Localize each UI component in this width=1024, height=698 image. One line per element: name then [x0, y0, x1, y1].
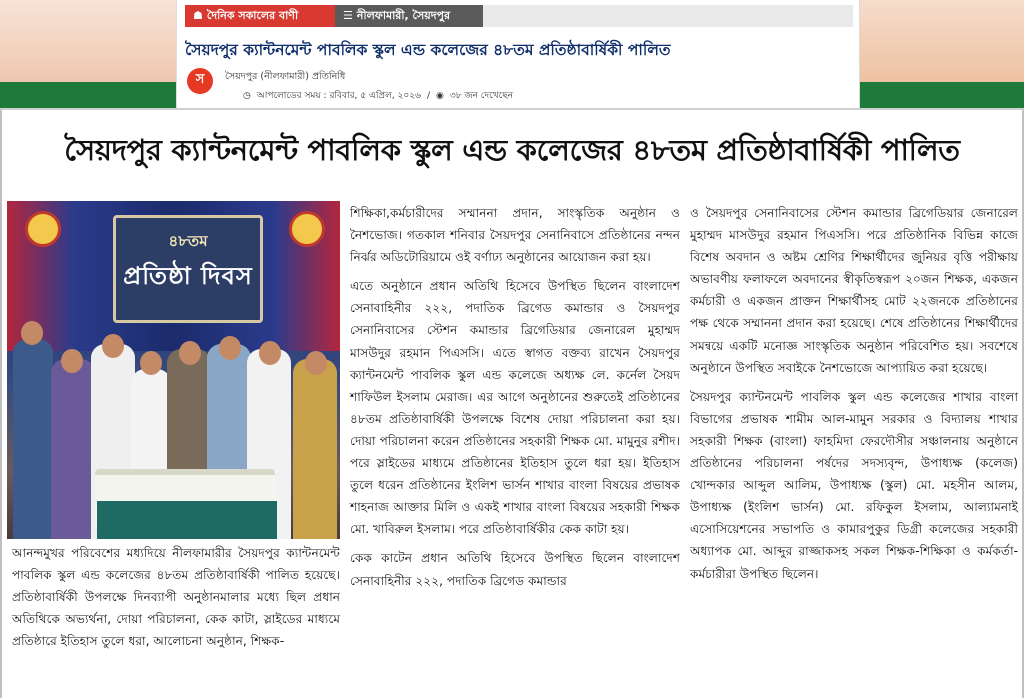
person-figure: [51, 359, 95, 539]
article-column-3: [690, 202, 1018, 592]
banner-left-decoration: [0, 0, 176, 108]
person-head: [140, 351, 162, 375]
publisher-logo: স: [187, 68, 213, 94]
table-cloth: [97, 501, 277, 539]
article-meta: [243, 88, 519, 103]
card-title: সৈয়দপুর ক্যান্টনমেন্ট পাবলিক স্কুল এন্ড কলেজের ৪৮তম প্রতিষ্ঠাবার্ষিকী পালিত: [185, 41, 671, 59]
meta-separator: /: [426, 91, 430, 101]
home-icon: ☗: [193, 9, 203, 22]
paragraph: শিক্ষিকা,কর্মচারীদের সম্মাননা প্রদান, সাংস্কৃতিক অনুষ্ঠান ও নৈশভোজ। গতকাল শনিবার সৈয়দপুর সেনানিবাসে প্রতিষ্ঠানের নন্দন নির্ঝর অডিটোরিয়ামে ওই বর্ণাঢ্য অনুষ্ঠানের আয়োজন করা হয়।: [350, 206, 680, 265]
screen-line-2: প্রতিষ্ঠা দিবস: [123, 262, 253, 290]
paragraph: কেক কাটেন প্রধান অতিথি হিসেবে উপস্থিত ছিলেন বাংলাদেশ সেনাবাহিনীর ২২২, পদাতিক ব্রিগেড কমান্ডার: [350, 551, 680, 588]
person-head: [21, 321, 43, 345]
article-header-card: [176, 0, 860, 108]
emblem-right: [289, 211, 325, 247]
paragraph: সৈয়দপুর ক্যান্টনমেন্ট পাবলিক স্কুল এন্ড কলেজের শাখার বাংলা বিভাগের প্রভাষক শামীম আল-মামুন সরকার ও বিদ্যালয় শাখার সহকারী শিক্ষক (বাংলা) ফাহমিদা ফেরদৌসীর সঞ্চালনায় অনুষ্ঠানে প্রতিষ্ঠানের পরিচালনা পর্ষদের সদস্যবৃন্দ, উপাধ্যক্ষ (কলেজ) খোন্দকার আব্দুল আলিম, উপাধ্যক্ষ (স্কুল) মো. মহসীন আলম, উপাধ্যক্ষ (ইংলিশ ভার্সন) মো. রফিকুল ইসলাম, আল্যামনাই এসোসিয়েশনের সভাপতি ও কামারপুকুর ডিগ্রী কলেজের সহকারী অধ্যাপক মো. আব্দুর রাজ্জাকসহ সকল শিক্ষক-শিক্ষিকা ও কর্মকর্তা-কর্মচারীরা উপস্থিত ছিলেন।: [690, 389, 1018, 581]
eye-icon: ◉: [436, 91, 444, 101]
article-photo: [7, 201, 340, 539]
person-head: [305, 351, 327, 375]
article-column-2: [350, 202, 680, 599]
category-bar: [185, 5, 853, 27]
headline: সৈয়দপুর ক্যান্টনমেন্ট পাবলিক স্কুল এন্ড কলেজের ৪৮তম প্রতিষ্ঠাবার্ষিকী পালিত: [64, 133, 960, 167]
person-figure: [293, 359, 337, 539]
header-divider: [0, 108, 1024, 110]
banner-right-decoration: [860, 0, 1024, 108]
paragraph: এতে অনুষ্ঠানে প্রধান অতিথি হিসেবে উপস্থিত ছিলেন বাংলাদেশ সেনাবাহিনীর ২২২, পদাতিক ব্রিগেড কমান্ডার ও সৈয়দপুর সেনানিবাসের স্টেশন কমান্ডার ব্রিগেডিয়ার জেনারেল মুহাম্মদ মাসউদুর রহমান পিএসসি। এতে স্বাগত বক্তব্য রাখেন সৈয়দপুর ক্যান্টনমেন্ট পাবলিক স্কুল এন্ড কলেজে অধ্যক্ষ লে. কর্নেল সৈয়দ শাফিউল ইসলাম মেরাজ। এর আগে অনুষ্ঠানের শুরুতেই প্রতিষ্ঠানের ৪৮তম প্রতিষ্ঠাবার্ষিকী উপলক্ষে বিশেষ দোয়া পরিচালনা করা হয়। দোয়া পরিচালনা করেন প্রতিষ্ঠানের সহকারী শিক্ষক মো. মামুনুর রশীদ। পরে স্লাইডের মাধ্যমে প্রতিষ্ঠানের ইতিহাস তুলে ধরা হয়। ইতিহাস তুলে ধরেন প্রতিষ্ঠানের ইংলিশ ভার্সন শাখার বাংলা বিষয়ের প্রভাষক শাহনাজ আক্তার মিলি ও একই শাখার বাংলা বিষয়ের সহকারী শিক্ষক মো. খাবিরুল ইসলাম। পরে প্রতিষ্ঠাবার্ষিকীর কেক কাটা হয়।: [350, 279, 680, 537]
screen-line-1: ৪৮তম: [168, 232, 208, 250]
category-tag-secondary[interactable]: [335, 5, 483, 27]
paragraph: ও সৈয়দপুর সেনানিবাসের স্টেশন কমান্ডার ব্রিগেডিয়ার জেনারেল মুহাম্মদ মাসউদুর রহমান পিএসসি। পরে প্রতিষ্ঠানিক বিভিন্ন কাজে বিশেষ অবদান ও অষ্টম শ্রেণির শিক্ষার্থীদের জুনিয়র বৃত্তি পরীক্ষায় অভাবণীয় ফলাফলে অবদানের স্বীকৃতিস্বরূপ ২০জন শিক্ষক, একজন কর্মচারী ও একজন প্রাক্তন শিক্ষার্থীসহ মোট ২২জনকে প্রতিষ্ঠানের পক্ষ থেকে সম্মাননা প্রদান করা হয়েছে। শেষে প্রতিষ্ঠানের শিক্ষার্থীদের সমন্বয়ে একটি মনোজ্ঞ সাংস্কৃতিক অনুষ্ঠান পরিবেশিত হয়। সবশেষে অনুষ্ঠানে উপস্থিত সবাইকে নৈশভোজে আপ্যায়িত করা হয়েছে।: [690, 206, 1018, 375]
person-figure: [13, 339, 53, 539]
left-border: [0, 110, 2, 698]
stage-screen: [113, 215, 263, 323]
top-banner: [0, 0, 1024, 108]
byline: সৈয়দপুর (নীলফামারী) প্রতিনিধি: [225, 71, 346, 82]
person-head: [61, 349, 83, 373]
view-count: ৩৮ জন দেখেছেন: [449, 91, 514, 101]
person-head: [179, 341, 201, 365]
category-secondary-label: নীলফামারী, সৈয়দপুর: [356, 9, 451, 22]
person-head: [259, 341, 281, 365]
category-tag-primary[interactable]: [185, 5, 335, 27]
menu-icon: ☰: [343, 9, 353, 22]
emblem-left: [25, 211, 61, 247]
person-head: [219, 336, 241, 360]
photo-caption: আনন্দমুখর পরিবেশের মধ্যদিয়ে নীলফামারীর সৈয়দপুর ক্যান্টনমেন্ট পাবলিক স্কুল এন্ড কলেজের ৪৮তম প্রতিষ্ঠাবার্ষিকী পালিত হয়েছে। প্রতিষ্ঠাবার্ষিকী উপলক্ষে দিনব্যাপী অনুষ্ঠানমালার মধ্যে ছিল প্রধান অতিথিকে অভ্যর্থনা, দোয়া পরিচালনা, কেক কাটা, স্লাইডের মাধ্যমে প্রতিষ্ঠারে ইতিহাস তুলে ধরা, আলোচনা অনুষ্ঠান, শিক্ষক-: [12, 546, 340, 648]
clock-icon: ◷: [243, 91, 251, 101]
upload-time: আপলোডের সময় : রবিবার, ৫ এপ্রিল, ২০২৬: [256, 91, 421, 101]
person-head: [102, 334, 124, 358]
category-primary-label: দৈনিক সকালের বাণী: [206, 9, 299, 22]
